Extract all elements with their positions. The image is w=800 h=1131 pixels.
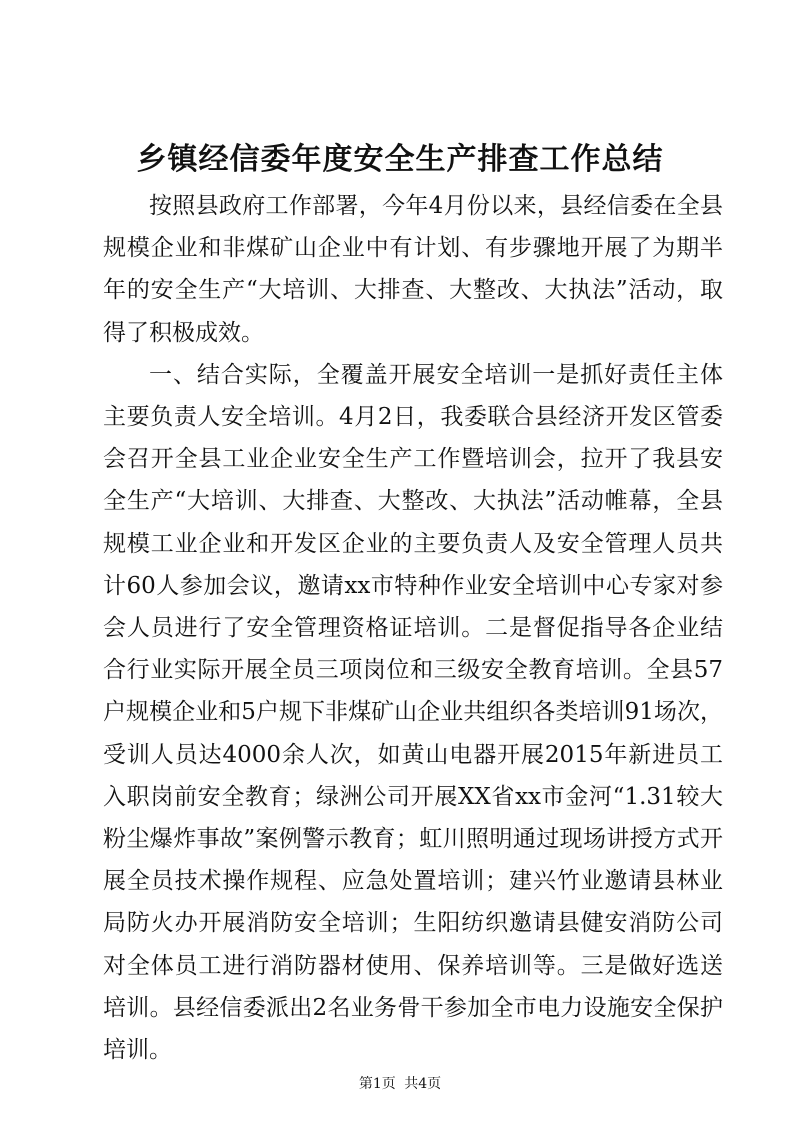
paragraph-training: 一、结合实际，全覆盖开展安全培训一是抓好责任主体主要负责人安全培训。4月2日，我委联合县经济开发区管委会召开全县工业企业安全生产工作暨培训会，拉开了我县安全生产“大培训、大排查、大整改、大执法”活动帷幕，全县规模工业企业和开发区企业的主要负责人及安全管理人员共计60人参加会议，邀请xx市特种作业安全培训中心专家对参会人员进行了安全管理资格证培训。二是督促指导各企业结合行业实际开展全员三项岗位和三级安全教育培训。全县57户规模企业和5户规下非煤矿山企业共组织各类培训91场次，受训人员达4000余人次，如黄山电器开展2015年新进员工入职岗前安全教育；绿洲公司开展XX省xx市金河“1.31较大粉尘爆炸事故”案例警示教育；虹川照明通过现场讲授方式开展全员技术操作规程、应急处置培训；建兴竹业邀请县林业局防火办开展消防安全培训；生阳纺织邀请县健安消防公司对全体员工进行消防器材使用、保养培训等。三是做好选送培训。县经信委派出2名业务骨干参加全市电力设施安全保护培训。 xyxy=(103,361,723,1064)
page-number: 第1页 xyxy=(358,1076,396,1092)
paragraph-intro: 按照县政府工作部署，今年4月份以来，县经信委在全县规模企业和非煤矿山企业中有计划、有步骤地开展了为期半年的安全生产“大培训、大排查、大整改、大执法”活动，取得了积极成效。 xyxy=(103,193,723,346)
document-title: 乡镇经信委年度安全生产排查工作总结 xyxy=(136,142,664,177)
page-total: 共4页 xyxy=(404,1076,442,1092)
document-body xyxy=(103,185,723,1071)
page-footer xyxy=(0,1074,800,1094)
